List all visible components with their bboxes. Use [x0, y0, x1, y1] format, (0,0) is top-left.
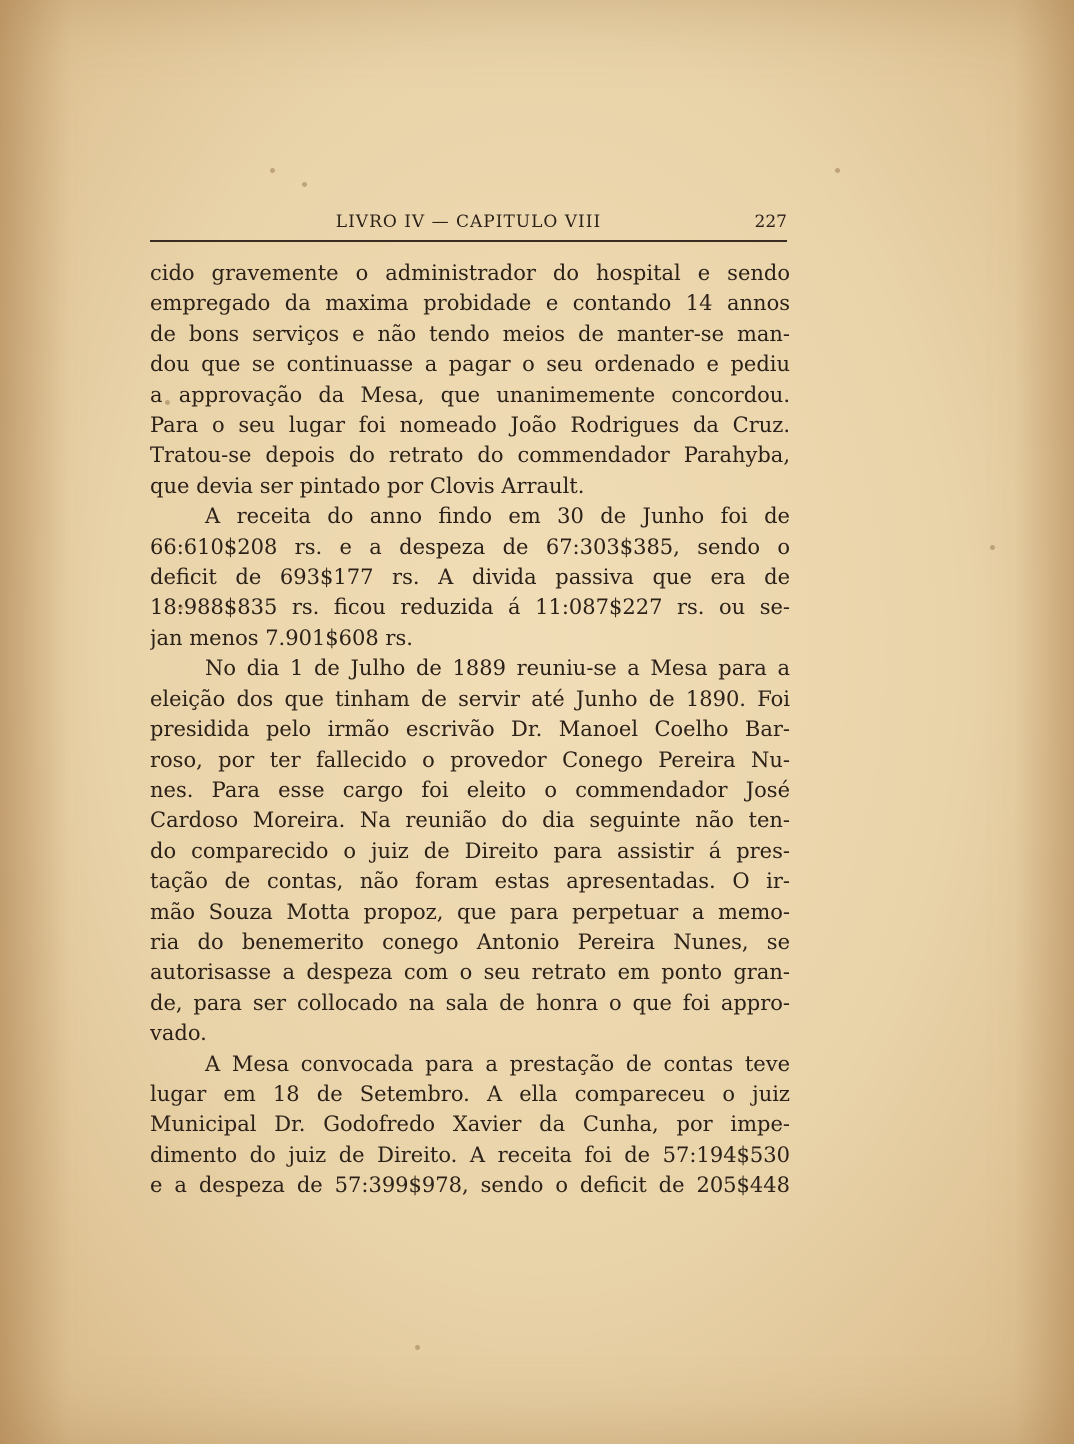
text-line: Municipal Dr. Godofredo Xavier da Cunha, por impe-	[150, 1112, 790, 1137]
paper-speck	[415, 1345, 420, 1350]
text-line: de bons serviços e não tendo meios de manter-se man-	[150, 321, 790, 346]
text-line: tação de contas, não foram estas apresentadas. O ir-	[150, 869, 790, 894]
text-line: 18:988$835 rs. ficou reduzida á 11:087$227 rs. ou se-	[150, 595, 790, 620]
text-line: que devia ser pintado por Clovis Arrault.	[150, 473, 585, 498]
text-line: Tratou-se depois do retrato do commendador Parahyba,	[150, 443, 790, 468]
text-line: A Mesa convocada para a prestação de contas teve	[205, 1051, 790, 1076]
text-line: Para o seu lugar foi nomeado João Rodrigues da Cruz.	[150, 413, 790, 438]
text-line: lugar em 18 de Setembro. A ella compareceu o juiz	[150, 1081, 790, 1106]
text-line: vado.	[150, 1021, 207, 1046]
paper-speck	[835, 168, 840, 173]
text-line: e a despeza de 57:399$978, sendo o deficit de 205$448	[150, 1173, 790, 1198]
text-line: ria do benemerito conego Antonio Pereira Nunes, se	[150, 929, 790, 954]
text-line: 66:610$208 rs. e a despeza de 67:303$385, sendo o	[150, 534, 790, 559]
text-line: dou que se continuasse a pagar o seu ordenado e pediu	[150, 352, 790, 377]
text-line: empregado da maxima probidade e contando 14 annos	[150, 291, 790, 316]
body-text	[150, 258, 790, 1201]
text-line: nes. Para esse cargo foi eleito o commendador José	[150, 777, 790, 802]
text-line: a approvação da Mesa, que unanimemente concordou.	[150, 382, 790, 407]
text-line: eleição dos que tinham de servir até Junho de 1890. Foi	[150, 686, 790, 711]
text-line: dimento do juiz de Direito. A receita foi de 57:194$530	[150, 1142, 790, 1167]
paper-speck	[302, 182, 307, 187]
running-title: LIVRO IV — CAPITULO VIII	[335, 212, 602, 232]
text-line: A receita do anno findo em 30 de Junho foi de	[205, 504, 790, 529]
paper-speck	[990, 545, 995, 550]
text-line: de, para ser collocado na sala de honra o que foi appro-	[150, 990, 790, 1015]
text-line: presidida pelo irmão escrivão Dr. Manoel Coelho Bar-	[150, 717, 790, 742]
text-line: No dia 1 de Julho de 1889 reuniu-se a Mesa para a	[205, 656, 790, 681]
text-line: jan menos 7.901$608 rs.	[150, 625, 413, 650]
text-line: roso, por ter fallecido o provedor Conego Pereira Nu-	[150, 747, 790, 772]
text-line: mão Souza Motta propoz, que para perpetuar a memo-	[150, 899, 790, 924]
page-number: 227	[754, 212, 787, 232]
paper-speck	[270, 168, 275, 173]
text-line: do comparecido o juiz de Direito para assistir á pres-	[150, 838, 790, 863]
text-line: Cardoso Moreira. Na reunião do dia seguinte não ten-	[150, 808, 790, 833]
text-line: cido gravemente o administrador do hospital e sendo	[150, 261, 790, 285]
text-line: autorisasse a despeza com o seu retrato em ponto gran-	[150, 960, 790, 985]
text-line: deficit de 693$177 rs. A divida passiva que era de	[150, 565, 790, 590]
running-head	[150, 210, 787, 242]
